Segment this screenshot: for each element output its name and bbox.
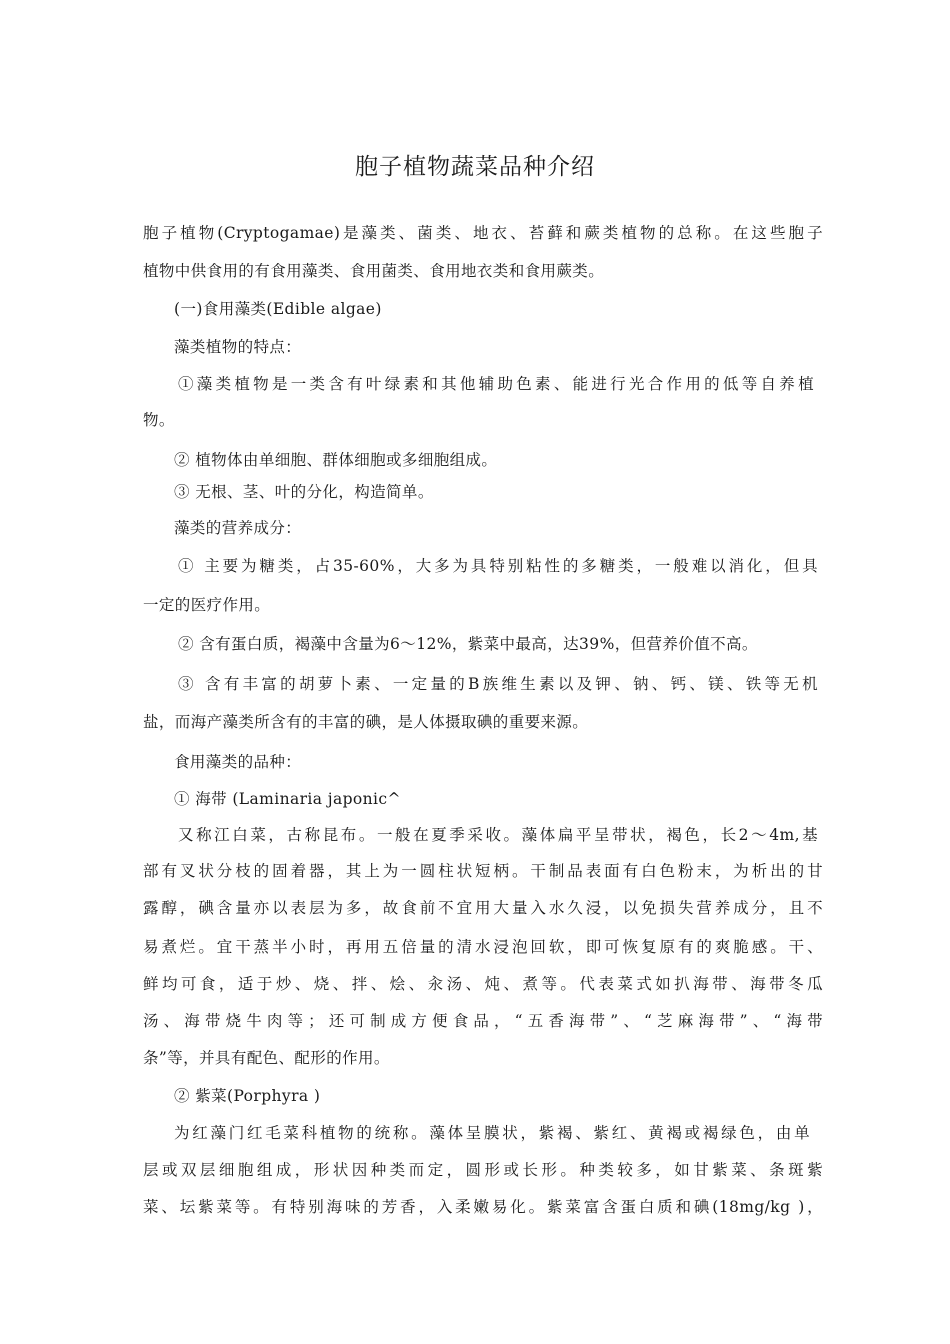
subheading: 藻类的营养成分： — [174, 519, 302, 537]
paragraph-line: 部有叉状分枝的固着器，其上为一圆柱状短柄。干制品表面有白色粉末，为析出的甘 — [143, 862, 823, 880]
list-item: ① 海带 (Laminaria japonic^ — [174, 790, 401, 808]
paragraph-line: 胞子植物(Cryptogamae)是藻类、菌类、地衣、苔藓和蕨类植物的总称。在这些胞子 — [143, 224, 823, 242]
paragraph-line: 鲜均可食，适于炒、烧、拌、烩、汆汤、炖、煮等。代表菜式如扒海带、海带冬瓜 — [143, 975, 823, 993]
paragraph-line: 为红藻门红毛菜科植物的统称。藻体呈膜状，紫褐、紫红、黄褐或褐绿色，由单 — [174, 1124, 810, 1142]
paragraph-line: 汤、海带烧牛肉等；还可制成方便食品，“五香海带”、“芝麻海带”、“海带 — [143, 1012, 823, 1030]
section-heading: (一)食用藻类(Edible algae) — [174, 300, 382, 318]
paragraph-line: 易煮烂。宜干蒸半小时，再用五倍量的清水浸泡回软，即可恢复原有的爽脆感。干、 — [143, 938, 823, 956]
list-item: ③ 含有丰富的胡萝卜素、一定量的B族维生素以及钾、钠、钙、镁、铁等无机 — [178, 675, 818, 693]
subheading: 食用藻类的品种： — [174, 753, 302, 771]
paragraph-line: 一定的医疗作用。 — [143, 596, 271, 614]
paragraph-line: 盐，而海产藻类所含有的丰富的碘，是人体摄取碘的重要来源。 — [143, 713, 589, 731]
document-title: 胞子植物蔬菜品种介绍 — [355, 154, 595, 180]
paragraph-line: 菜、坛紫菜等。有特别海味的芳香，入柔嫩易化。紫菜富含蛋白质和碘(18mg/kg )， — [143, 1198, 824, 1216]
list-item: ② 含有蛋白质，褐藻中含量为6〜12%，紫菜中最高，达39%，但营养价值不高。 — [178, 635, 758, 653]
subheading: 藻类植物的特点： — [174, 338, 302, 356]
paragraph-line: 条”等，并具有配色、配形的作用。 — [143, 1049, 390, 1067]
list-item: ③ 无根、茎、叶的分化，构造简单。 — [174, 483, 434, 501]
paragraph-line: 植物中供食用的有食用藻类、食用菌类、食用地衣类和食用蕨类。 — [143, 262, 605, 280]
list-item: ② 紫菜(Porphyra ) — [174, 1087, 321, 1105]
list-item: ② 植物体由单细胞、群体细胞或多细胞组成。 — [174, 451, 498, 469]
list-item: ① 主要为糖类，占35-60%，大多为具特别粘性的多糖类，一般难以消化，但具 — [178, 557, 818, 575]
paragraph-line: 又称江白菜，古称昆布。一般在夏季采收。藻体扁平呈带状，褐色，长2〜4m,基 — [178, 826, 818, 844]
paragraph-line: 露醇，碘含量亦以表层为多，故食前不宜用大量入水久浸，以免损失营养成分，且不 — [143, 899, 823, 917]
paragraph-line: 物。 — [143, 411, 175, 429]
list-item: ①藻类植物是一类含有叶绿素和其他辅助色素、能进行光合作用的低等自养植 — [178, 375, 814, 393]
paragraph-line: 层或双层细胞组成，形状因种类而定，圆形或长形。种类较多，如甘紫菜、条斑紫 — [143, 1161, 823, 1179]
